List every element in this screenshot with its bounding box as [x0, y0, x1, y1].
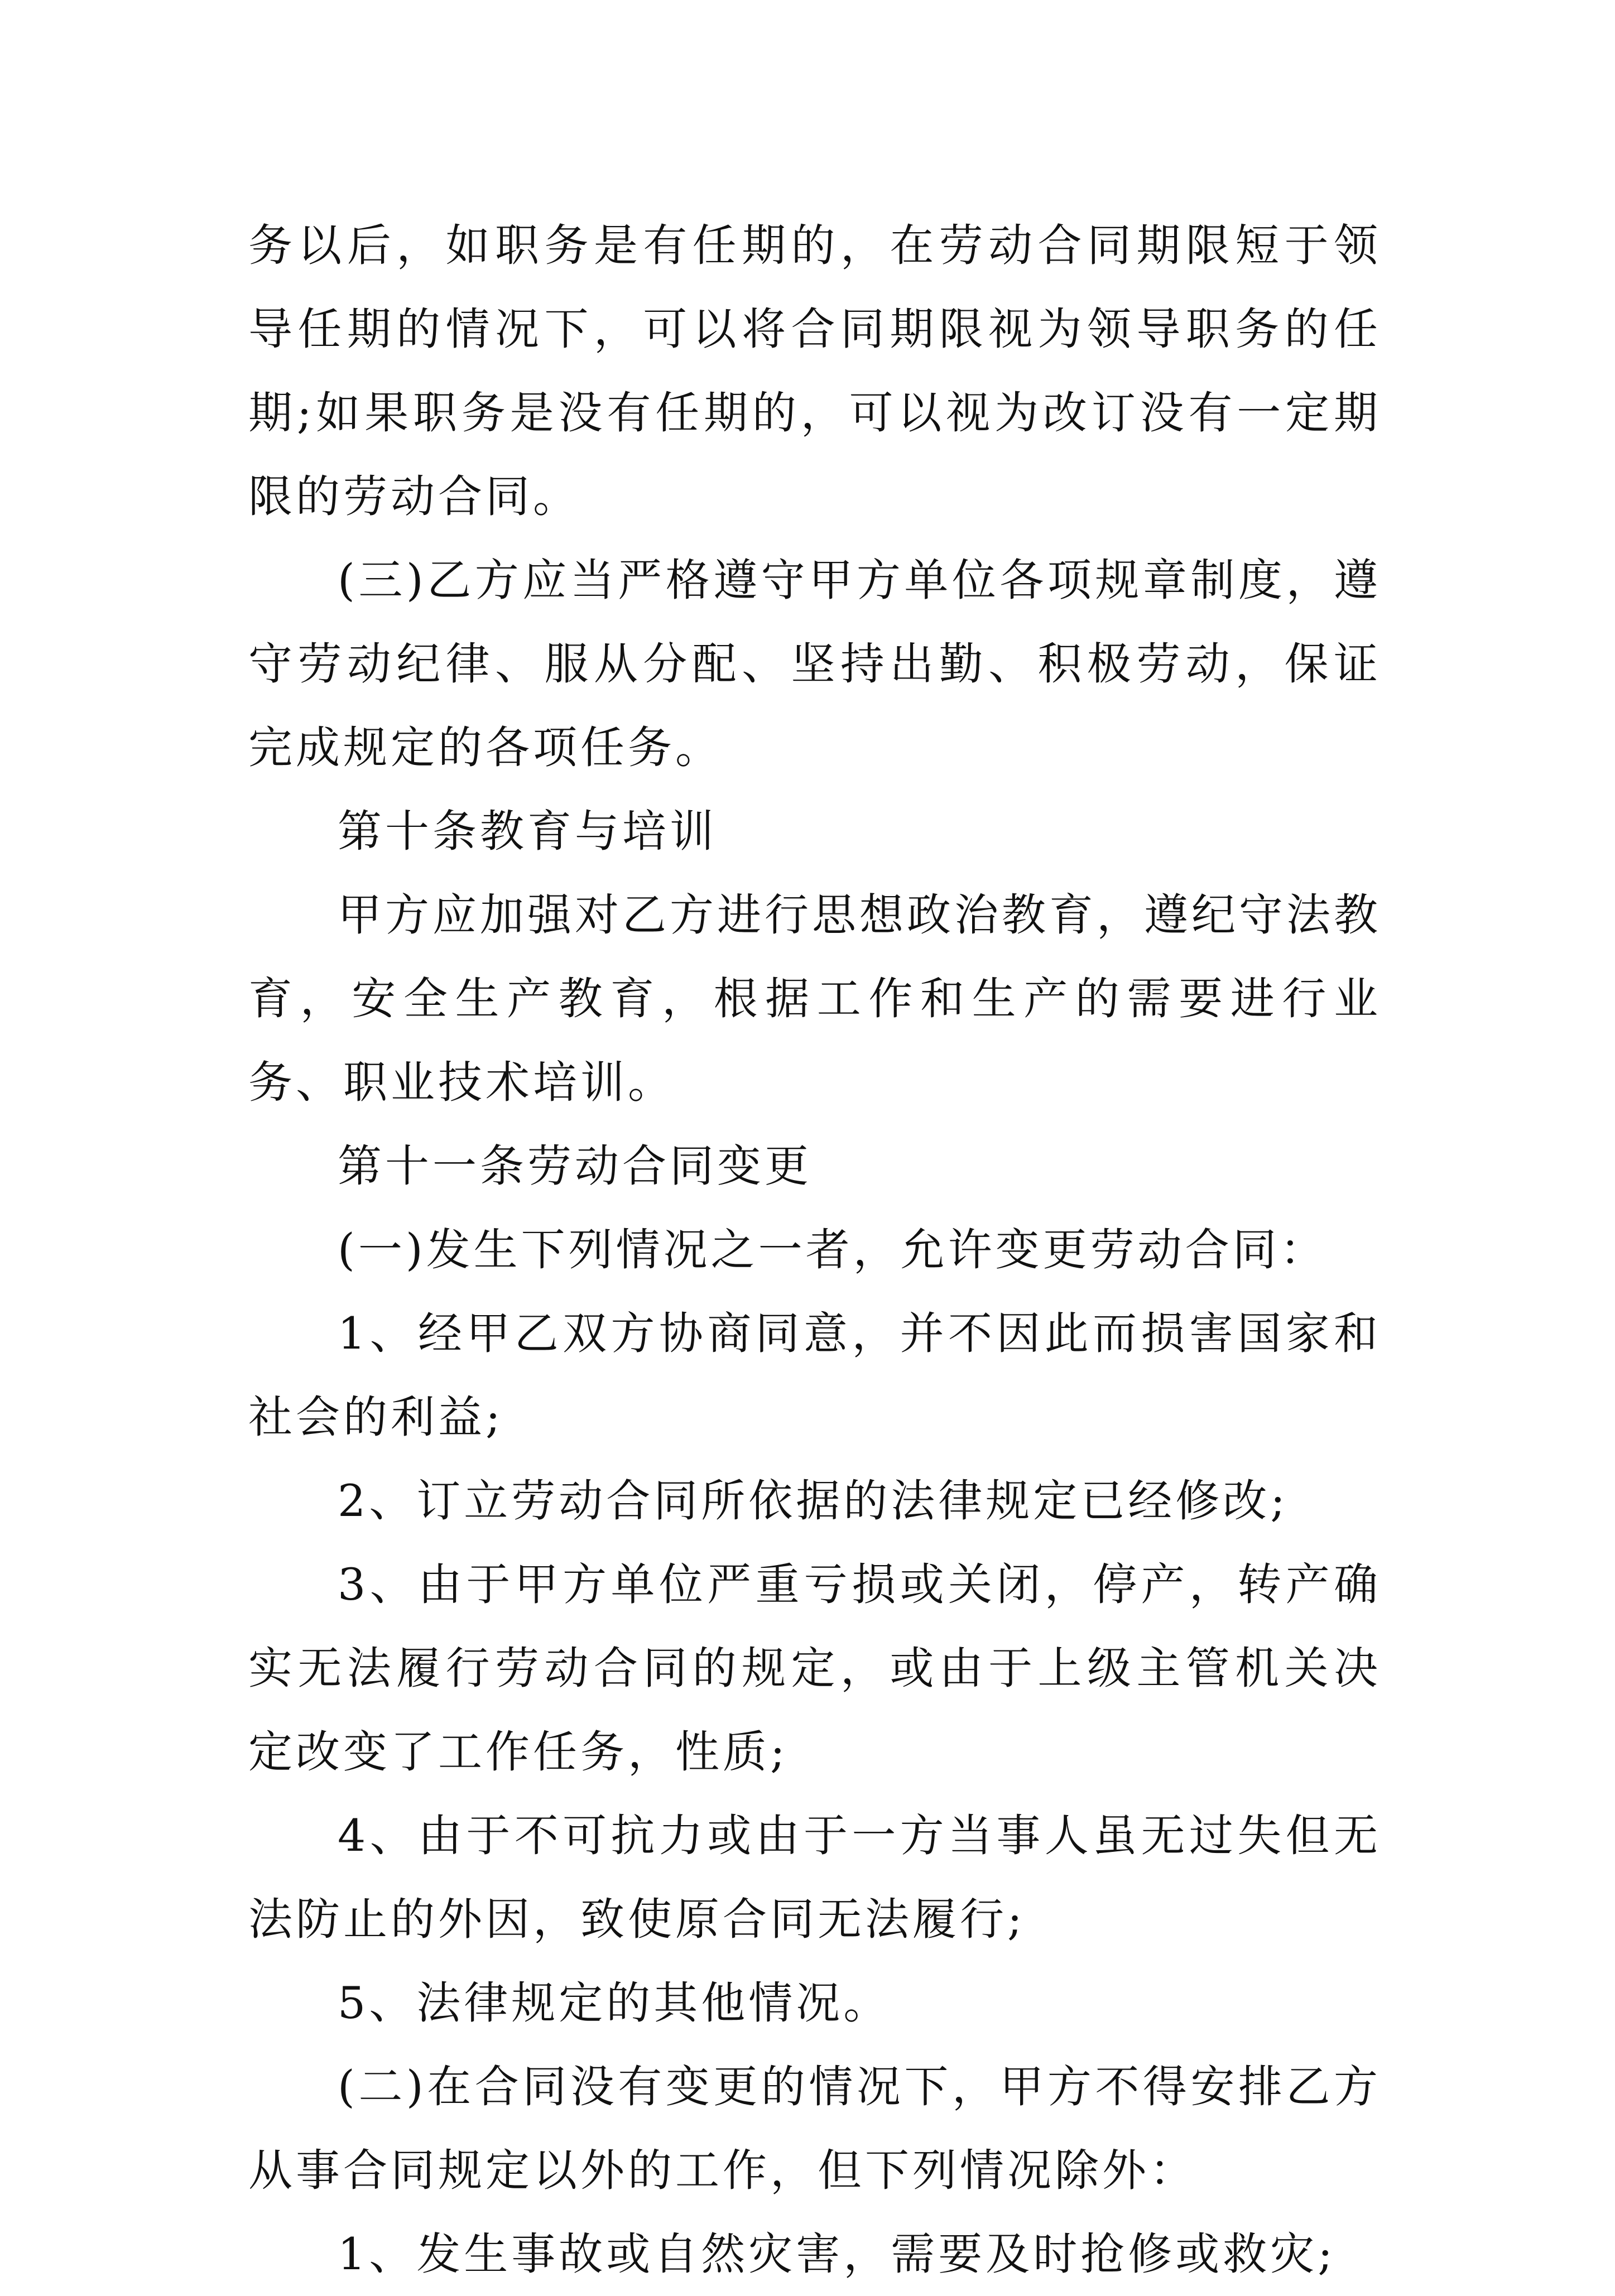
paragraph-no-change-exceptions: (二)在合同没有变更的情况下，甲方不得安排乙方从事合同规定以外的工作，但下列情况除外： — [248, 2061, 1381, 2196]
article-11-heading: 第十一条劳动合同变更 — [338, 1140, 812, 1192]
paragraph-term-continuation: 务以后，如职务是有任期的，在劳动合同期限短于领导任期的情况下，可以将合同期限视为领导职务的任期;如果职务是没有任期的，可以视为改订没有一定期限的劳动合同。 — [248, 220, 1381, 522]
contract-text-body — [248, 204, 1381, 2296]
paragraph-clause-3: (三)乙方应当严格遵守甲方单位各项规章制度，遵守劳动纪律、服从分配、坚持出勤、积极劳动，保证完成规定的各项任务。 — [248, 555, 1381, 773]
list-item-4: 4、由于不可抗力或由于一方当事人虽无过失但无法防止的外因，致使原合同无法履行; — [248, 1810, 1381, 1945]
list-item-2: 2、订立劳动合同所依据的法律规定已经修改; — [338, 1475, 1289, 1527]
article-10-heading: 第十条教育与培训 — [338, 806, 717, 857]
list-item-1: 1、经甲乙双方协商同意，并不因此而损害国家和社会的利益; — [248, 1308, 1381, 1443]
exception-item-1: 1、发生事故或自然灾害，需要及时抢修或救灾; — [338, 2228, 1336, 2280]
paragraph-change-conditions: (一)发生下列情况之一者，允许变更劳动合同： — [338, 1224, 1328, 1275]
list-item-3: 3、由于甲方单位严重亏损或关闭，停产，转产确实无法履行劳动合同的规定，或由于上级主管机关决定改变了工作任务，性质; — [248, 1559, 1381, 1778]
list-item-5: 5、法律规定的其他情况。 — [338, 1977, 891, 2029]
paragraph-education-training: 甲方应加强对乙方进行思想政治教育，遵纪守法教育，安全生产教育，根据工作和生产的需要进行业务、职业技术培训。 — [248, 889, 1381, 1108]
